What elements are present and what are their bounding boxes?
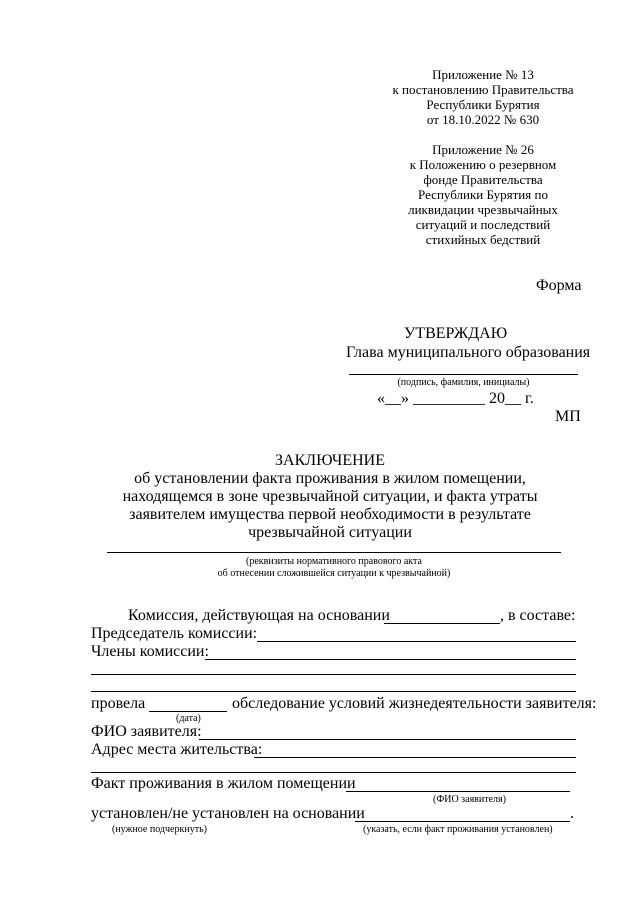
requisites-caption-line: об отнесении сложившейся ситуации к чрезвычайной) (217, 568, 451, 579)
stamp-label: МП (555, 408, 581, 425)
established-basis-field[interactable] (355, 821, 570, 822)
conclusion-title: ЗАКЛЮЧЕНИЕ (275, 452, 385, 469)
conclusion-subtitle (0, 470, 640, 542)
established-label: установлен/не установлен на основании (91, 805, 365, 822)
approval-date-line: «__» _________ 20__ г. (377, 390, 534, 407)
approval-position: Глава муниципального образования (346, 344, 591, 361)
conclusion-subtitle-line: находящемся в зоне чрезвычайной ситуации, и факта утраты (122, 488, 538, 505)
fio-field[interactable] (199, 739, 576, 740)
appendix-26-line: Приложение № 26 (432, 142, 534, 157)
chairman-field[interactable] (257, 641, 576, 642)
signature-line (349, 374, 578, 375)
requisites-caption-line: (реквизиты нормативного правового акта (246, 556, 422, 567)
appendix-13-block (388, 67, 578, 127)
form-label: Форма (536, 277, 582, 294)
underline-caption: (нужное подчеркнуть) (112, 824, 207, 835)
fio-caption: (ФИО заявителя) (433, 794, 506, 805)
approval-title: УТВЕРЖДАЮ (404, 325, 508, 342)
appendix-26-line: ликвидации чрезвычайных (408, 202, 558, 217)
address-field[interactable] (254, 757, 576, 758)
requisites-line (107, 552, 561, 553)
address-field-extra[interactable] (91, 772, 576, 773)
established-period: . (570, 805, 574, 822)
fio-label: ФИО заявителя: (91, 723, 202, 740)
appendix-13-line: Приложение № 13 (432, 67, 534, 82)
appendix-26-line: ситуаций и последствий (415, 217, 551, 232)
residence-fact-label: Факт проживания в жилом помещении (91, 775, 356, 792)
appendix-26-line: к Положению о резервном (409, 157, 557, 172)
appendix-26-line: фонде Правительства (423, 172, 543, 187)
conducted-suffix: обследование условий жизнедеятельности заявителя: (232, 695, 597, 712)
appendix-26-line: Республики Бурятия по (418, 187, 548, 202)
appendix-13-line: от 18.10.2022 № 630 (426, 112, 540, 127)
requisites-caption (107, 556, 561, 580)
commission-label: Комиссия, действующая на основании (128, 607, 390, 624)
members-field[interactable] (205, 659, 576, 660)
chairman-label: Председатель комиссии: (91, 625, 258, 642)
conclusion-subtitle-line: об установлении факта проживания в жилом помещении, (134, 470, 526, 487)
address-label: Адрес места жительства: (91, 741, 263, 758)
appendix-13-line: Республики Бурятия (426, 97, 540, 112)
commission-basis-field[interactable] (384, 623, 500, 624)
conducted-date-field[interactable] (149, 711, 227, 712)
appendix-26-block (388, 142, 578, 247)
conclusion-subtitle-line: чрезвычайной ситуации (248, 524, 412, 541)
residence-fio-field[interactable] (346, 791, 570, 792)
appendix-13-line: к постановлению Правительства (392, 82, 574, 97)
appendix-26-line: стихийных бедствий (425, 232, 541, 247)
members-field-extra[interactable] (91, 691, 576, 692)
signature-caption: (подпись, фамилия, инициалы) (397, 377, 530, 388)
conducted-label: провела (91, 695, 146, 712)
date-caption: (дата) (176, 713, 201, 724)
members-label: Члены комиссии: (91, 643, 209, 660)
commission-suffix: , в составе: (500, 607, 576, 624)
members-field-extra[interactable] (91, 674, 576, 675)
specify-caption: (указать, если факт проживания установлен) (363, 824, 553, 835)
conclusion-subtitle-line: заявителем имущества первой необходимости в результате (129, 506, 531, 523)
